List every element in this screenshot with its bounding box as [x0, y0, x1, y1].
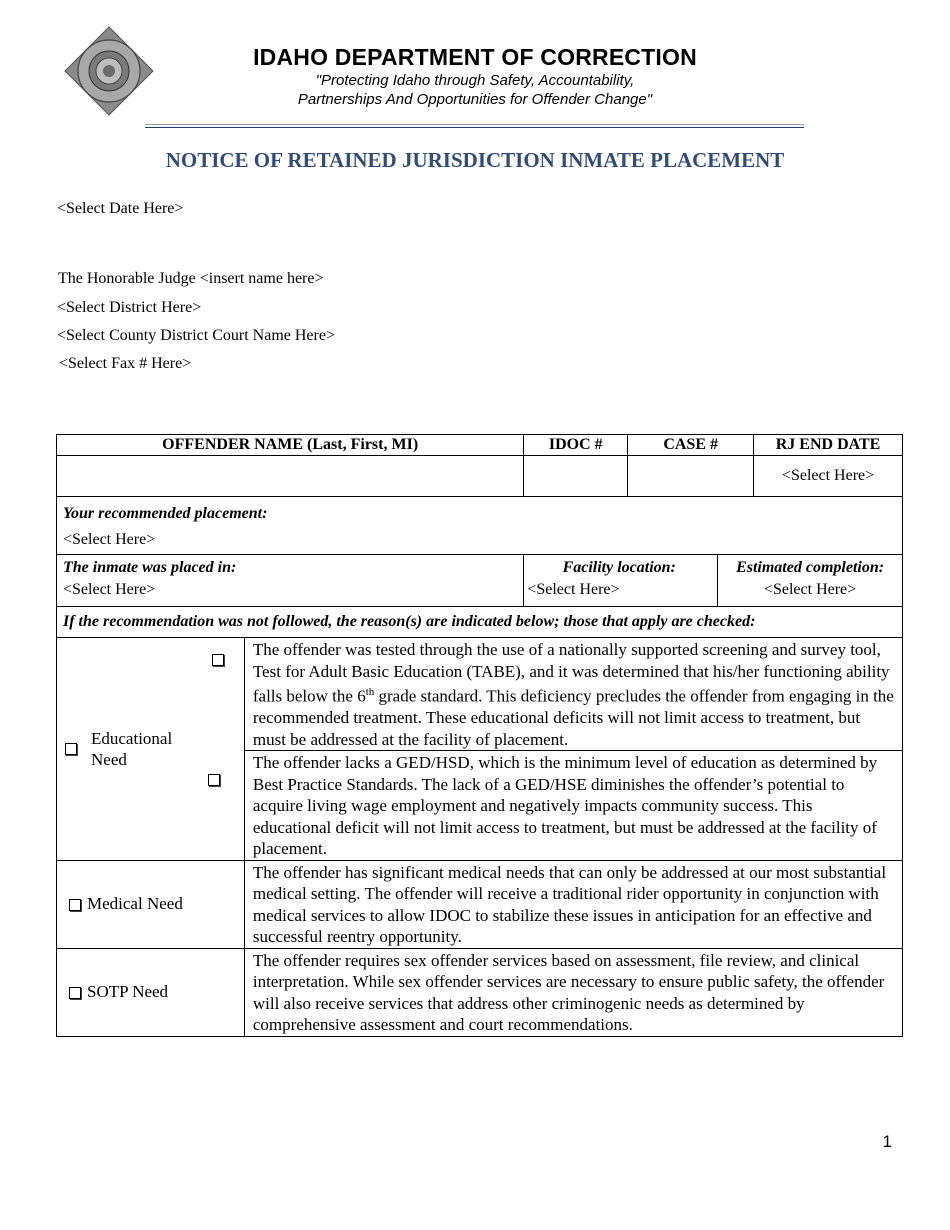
- table-header-row: [57, 435, 903, 456]
- tabe-reason-checkbox[interactable]: [212, 654, 224, 666]
- tabe-reason-part1: The offender was tested through the use of a nationally supported screening and survey tool, Test for Adult Basic Education (TABE), and it was determined that his/her functioning ability falls below the 6: [252, 640, 890, 706]
- case-number-header: CASE #: [628, 435, 754, 456]
- ged-reason-checkbox[interactable]: [208, 774, 220, 786]
- reasons-intro: If the recommendation was not followed, the reason(s) are indicated below; those that apply are checked:: [57, 607, 903, 638]
- facility-location-select[interactable]: <Select Here>: [527, 581, 620, 598]
- motto-line-1: "Protecting Idaho through Safety, Accountability,: [315, 72, 635, 89]
- header-divider: [145, 124, 804, 125]
- offender-entry-row: [57, 456, 903, 497]
- placement-table: [56, 434, 903, 1037]
- district-field[interactable]: <Select District Here>: [57, 299, 202, 316]
- offender-name-header: OFFENDER NAME (Last, First, MI): [57, 435, 524, 456]
- educational-need-checkbox[interactable]: [65, 743, 77, 755]
- reasons-intro-row: [57, 607, 903, 638]
- medical-need-checkbox[interactable]: [69, 899, 81, 911]
- medical-need-label: Medical Need: [87, 894, 183, 914]
- educational-need-label-line1: Educational: [91, 728, 173, 748]
- facility-location-label: Facility location:: [562, 559, 676, 576]
- tabe-reason-part2: grade standard. This deficiency precludes the offender from engaging in the recommended treatment. These educational deficits will not limit access to treatment, but must be addressed at the facility of placement.: [252, 686, 894, 749]
- tabe-reason-text: [244, 638, 902, 751]
- page-title: NOTICE OF RETAINED JURISDICTION INMATE PLACEMENT: [165, 148, 785, 172]
- fax-field[interactable]: <Select Fax # Here>: [59, 355, 192, 372]
- tabe-reason-sup: th: [365, 686, 375, 698]
- rj-end-date-header: RJ END DATE: [754, 435, 903, 456]
- page-number: 1: [882, 1132, 892, 1151]
- case-number-input[interactable]: [628, 456, 754, 497]
- estimated-completion-select[interactable]: <Select Here>: [763, 581, 857, 598]
- estimated-completion-label: Estimated completion:: [736, 559, 885, 576]
- sotp-need-cell: [57, 948, 245, 1036]
- date-field[interactable]: <Select Date Here>: [57, 200, 184, 217]
- medical-need-row: [57, 860, 903, 948]
- educational-need-cell: [57, 638, 245, 861]
- rj-end-date-select[interactable]: <Select Here>: [754, 456, 903, 497]
- judge-name-field[interactable]: The Honorable Judge <insert name here>: [58, 270, 324, 287]
- recommended-placement-select[interactable]: <Select Here>: [63, 531, 156, 548]
- ged-reason-text: The offender lacks a GED/HSD, which is the minimum level of education as determined by Best Practice Standards. The lack of a GED/HSE diminishes the offender’s potential to acquire living wage employment and negatively impacts community success. This educational deficit will not limit access to treatment, but must be addressed at the facility of placement.: [244, 751, 902, 861]
- educational-need-row: [57, 638, 903, 751]
- idoc-number-header: IDOC #: [524, 435, 628, 456]
- sotp-need-checkbox[interactable]: [69, 987, 81, 999]
- educational-need-label-line2: Need: [91, 749, 127, 769]
- placed-in-select[interactable]: <Select Here>: [63, 581, 156, 598]
- sotp-reason-text: The offender requires sex offender services based on assessment, file review, and clinical interpretation. While sex offender services are necessary to ensure public safety, the offender will also receive services that address other criminogenic needs as determined by comprehensive assessment and court recommendations.: [244, 948, 902, 1036]
- placed-in-label: The inmate was placed in:: [63, 559, 237, 576]
- medical-reason-text: The offender has significant medical needs that can only be addressed at our most substantial medical setting. The offender will receive a traditional rider opportunity in conjunction with medical services to allow IDOC to stabilize these issues in anticipation for an effective and successful reentry opportunity.: [244, 860, 902, 948]
- header-divider-dark: [145, 127, 804, 128]
- recommended-placement-label: Your recommended placement:: [63, 505, 268, 522]
- idoc-number-input[interactable]: [524, 456, 628, 497]
- idoc-seal-icon: [64, 26, 154, 116]
- medical-need-cell: [57, 860, 245, 948]
- placement-row: [57, 555, 903, 607]
- court-name-field[interactable]: <Select County District Court Name Here>: [57, 327, 335, 344]
- sotp-need-label: SOTP Need: [87, 982, 169, 1002]
- offender-name-input[interactable]: [57, 456, 524, 497]
- motto-line-2: Partnerships And Opportunities for Offender Change": [297, 91, 653, 108]
- recommended-placement-row: [57, 497, 903, 555]
- department-name: IDAHO DEPARTMENT OF CORRECTION: [253, 44, 697, 70]
- sotp-need-row: [57, 948, 903, 1036]
